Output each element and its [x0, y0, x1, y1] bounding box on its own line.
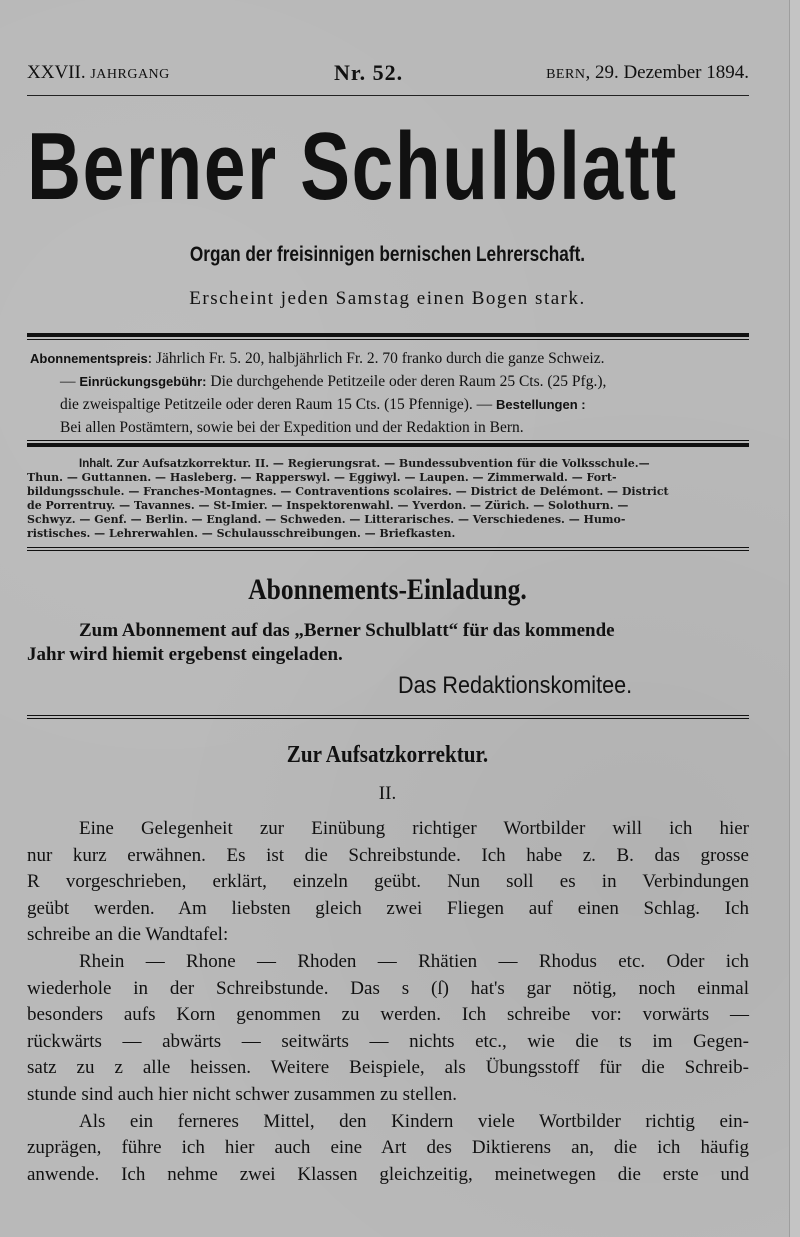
publication-frequency: Erscheint jeden Samstag einen Bogen stark.	[189, 288, 586, 309]
orders-text: Bei allen Postämtern, sowie bei der Expedition und der Redaktion in Bern.	[60, 419, 524, 436]
masthead-rule	[27, 95, 749, 96]
subscription-info	[30, 347, 752, 439]
divider-double	[27, 715, 749, 719]
article-line: rückwärts — abwärts — seitwärts — nichts etc., wie die ts im Gegen-	[27, 1030, 749, 1052]
contents-line: ristisches. — Lehrerwahlen. — Schulausschreibungen. — Briefkasten.	[27, 527, 456, 540]
divider-double	[27, 440, 749, 447]
insertion-fee	[30, 370, 752, 393]
place-date	[546, 62, 749, 84]
contents-line	[27, 457, 749, 471]
price-label: Abonnementspreis	[30, 351, 148, 366]
invitation-line: Jahr wird hiemit ergebenst eingeladen.	[27, 644, 343, 665]
divider-double	[27, 333, 749, 340]
contents-line: bildungsschule. — Franches-Montagnes. — Contraventions scolaires. — District de Delémont. — District	[27, 485, 669, 498]
price-text: : Jährlich Fr. 5. 20, halbjährlich Fr. 2. 70 franko durch die ganze Schweiz.	[147, 350, 605, 367]
contents-line: de Porrentruy. — Tavannes. — St-Imier. — Inspektorenwahl. — Yverdon. — Zürich. — Solothurn. —	[27, 499, 629, 512]
article-line: nur kurz erwähnen. Es ist die Schreibstunde. Ich habe z. B. das grosse	[27, 844, 749, 866]
table-of-contents	[27, 457, 749, 541]
orders-info	[30, 416, 752, 439]
contents-label: Inhalt.	[79, 458, 113, 470]
article-line: stunde sind auch hier nicht schwer zusammen zu stellen.	[27, 1083, 458, 1105]
dash: —	[60, 373, 80, 390]
place: BERN	[546, 67, 586, 82]
volume-info	[27, 62, 170, 84]
subscription-price	[30, 347, 752, 370]
article-part: II.	[378, 783, 397, 804]
issue-number: Nr. 52.	[334, 60, 404, 85]
fee-text-2: die zweispaltige Petitzeile oder deren Raum 15 Cts. (15 Pfennige). —	[60, 396, 497, 413]
newspaper-subtitle: Organ der freisinnigen bernischen Lehrerschaft.	[189, 243, 586, 266]
article-line: anwende. Ich nehme zwei Klassen gleichzeitig, meinetwegen die erste und	[27, 1163, 749, 1185]
article-line: zuprägen, führe ich hier auch eine Art des Diktierens an, die ich häufig	[27, 1137, 749, 1159]
article-line: Eine Gelegenheit zur Einübung richtiger Wortbilder will ich hier	[79, 818, 749, 839]
article-body	[27, 816, 749, 1188]
divider-double	[27, 547, 749, 551]
volume-label: JAHRGANG	[90, 67, 170, 82]
article-line: wiederhole in der Schreibstunde. Das s (ſ) hat's gar nötig, noch einmal	[27, 977, 749, 999]
invitation-signature: Das Redaktionskomitee.	[398, 672, 633, 699]
contents-text: Zur Aufsatzkorrektur. II. — Regierungsrat. — Bundessubvention für die Volksschule.—	[112, 457, 650, 470]
article-line: geübt werden. Am liebsten gleich zwei Fliegen auf einen Schlag. Ich	[27, 897, 749, 919]
fee-text: Die durchgehende Petitzeile oder deren Raum 25 Cts. (25 Pfg.),	[206, 373, 607, 390]
masthead-row	[27, 62, 749, 88]
article-line: Als ein ferneres Mittel, den Kindern viele Wortbilder richtig ein-	[79, 1110, 749, 1132]
volume-number: XXVII.	[27, 62, 86, 83]
insertion-fee-cont	[30, 393, 752, 416]
orders-label: Bestellungen :	[496, 397, 586, 412]
fee-label: Einrückungsgebühr:	[79, 374, 207, 389]
article-line: satz zu z alle heissen. Weitere Beispiele, als Übungsstoff für die Schreib-	[27, 1057, 749, 1079]
article-line: R vorgeschrieben, erklärt, einzeln geübt. Nun soll es in Verbindungen	[27, 871, 749, 893]
page-edge	[789, 0, 800, 1237]
article-heading: Zur Aufsatzkorrektur.	[286, 742, 489, 768]
invitation-text	[27, 619, 749, 667]
article-line: schreibe an die Wandtafel:	[27, 924, 229, 946]
invitation-heading: Abonnements-Einladung.	[248, 573, 527, 606]
invitation-line: Zum Abonnement auf das „Berner Schulblatt“ für das kommende	[79, 620, 615, 641]
issue-date: , 29. Dezember 1894.	[585, 62, 749, 83]
contents-line: Schwyz. — Genf. — Berlin. — England. — Schweden. — Litterarisches. — Verschiedenes. — Humo-	[27, 513, 626, 526]
newspaper-title: Berner Schulblatt	[27, 113, 678, 220]
article-line: Rhein — Rhone — Rhoden — Rhätien — Rhodus etc. Oder ich	[79, 950, 749, 972]
article-line: besonders aufs Korn genommen zu werden. Ich schreibe vor: vorwärts —	[27, 1004, 749, 1026]
contents-line: Thun. — Guttannen. — Hasleberg. — Rapperswyl. — Eggiwyl. — Laupen. — Zimmerwald. — Fort-	[27, 471, 617, 484]
